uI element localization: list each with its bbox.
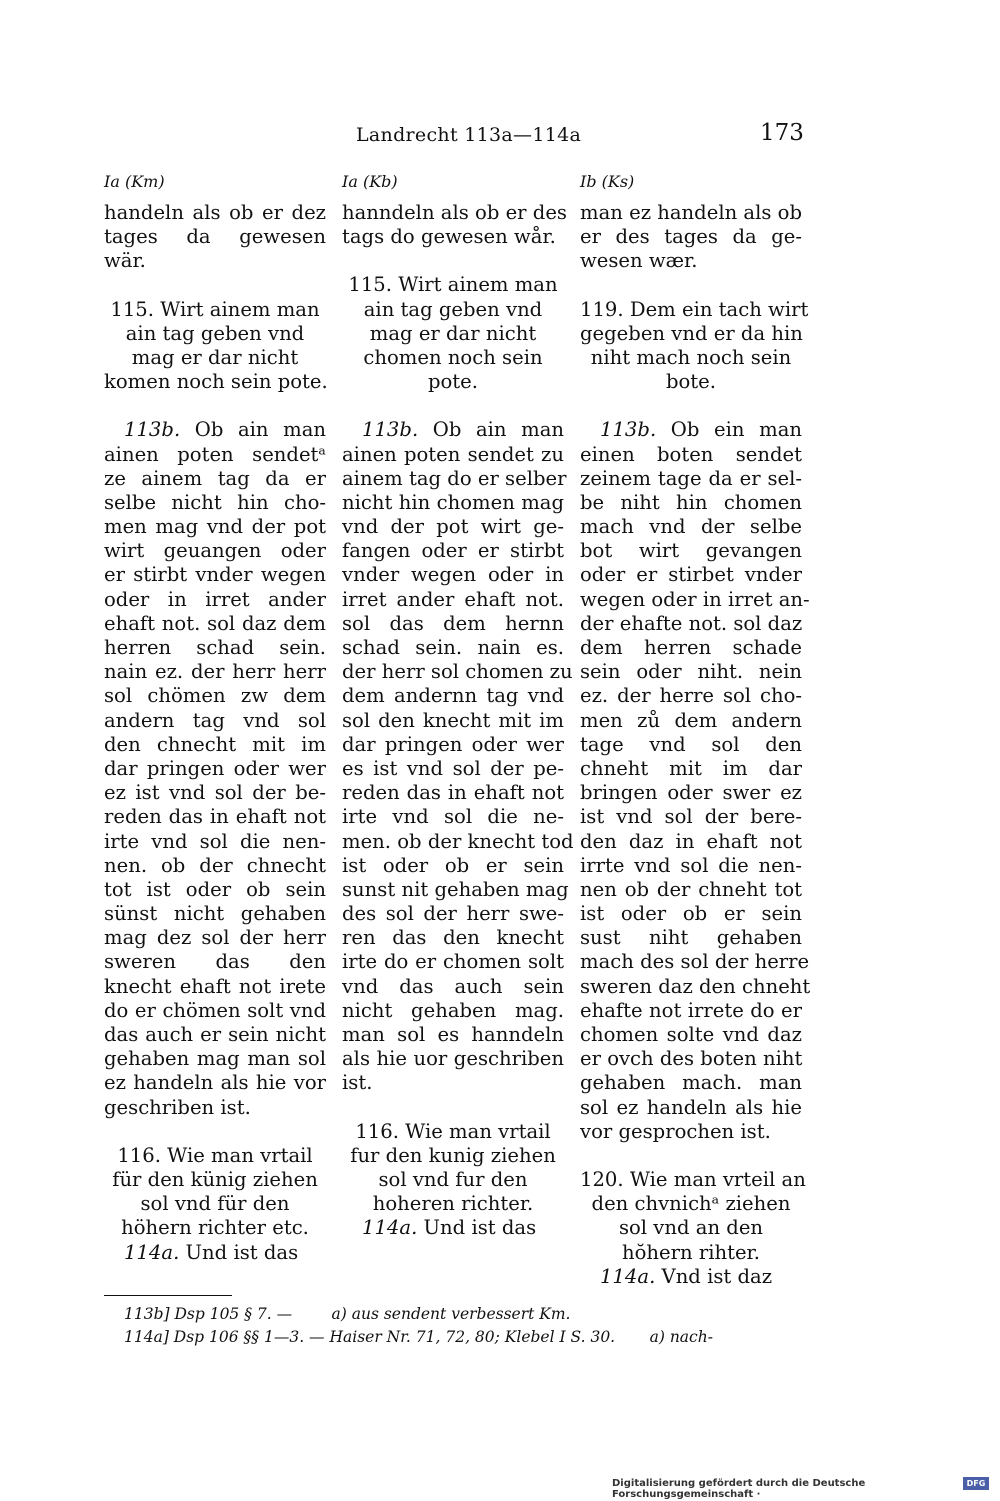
line-text: Und ist das	[417, 1216, 537, 1240]
line-text: der herr sol chomen zu	[342, 660, 573, 684]
text-line	[580, 757, 802, 781]
line-text: vnd der pot wirt ge-	[342, 515, 564, 539]
text-line	[342, 201, 567, 225]
line-text: vnder wegen oder in	[342, 563, 564, 587]
line-text: sweren daz den chneht	[580, 974, 811, 998]
text-line	[104, 926, 326, 950]
line-text: ainen poten sendetᵃ	[104, 442, 326, 466]
section-heading-line	[104, 1192, 326, 1216]
text-line	[104, 902, 326, 926]
line-text: man ez handeln als ob	[580, 201, 802, 224]
page-number: 173	[760, 120, 804, 146]
line-text: ze ainem tag da er	[104, 466, 326, 490]
paragraph-gap	[342, 394, 564, 418]
line-text: sol vnd fur den	[378, 1167, 528, 1191]
text-line	[342, 660, 573, 684]
text-line	[342, 1023, 564, 1047]
line-text: vnd das auch sein	[342, 974, 564, 998]
text-line	[342, 1216, 564, 1240]
line-text: sol vnd an den	[618, 1216, 764, 1240]
line-text: dem andernn tag vnd	[342, 684, 564, 708]
line-text: mag er dar nicht	[131, 345, 299, 369]
text-line	[580, 902, 802, 926]
line-text: hoheren richter.	[372, 1192, 534, 1216]
text-line	[342, 466, 567, 491]
section-label: 113b.	[600, 418, 657, 442]
line-text: der ehafte not. sol daz	[580, 611, 803, 635]
line-text: bot wirt gevangen	[580, 539, 802, 563]
line-text: dar pringen oder wer	[104, 756, 326, 780]
section-heading-line	[580, 1192, 802, 1216]
line-text: tage vnd sol den	[580, 732, 802, 756]
line-text: be niht hin chomen	[580, 490, 802, 514]
section-heading-line	[104, 1144, 326, 1168]
line-text: Ob ein man	[656, 418, 802, 442]
column-siglum: Ia (Km)	[104, 172, 165, 191]
text-line	[104, 781, 326, 805]
line-text: nain ez. der herr herr	[104, 660, 326, 684]
line-text: mach vnd der selbe	[580, 515, 802, 539]
section-heading-line	[342, 1144, 564, 1168]
text-line	[580, 950, 810, 974]
text-line	[104, 467, 326, 491]
line-text: herren schad sein.	[104, 636, 326, 659]
text-line	[580, 1096, 802, 1120]
paragraph-gap	[580, 394, 802, 418]
line-text: oder in irret ander	[104, 587, 326, 611]
line-text: Vnd ist daz	[655, 1264, 773, 1288]
text-line	[580, 830, 802, 854]
line-text: gehaben mach. man	[580, 1071, 802, 1095]
line-text: chneht mit im dar	[580, 756, 802, 780]
line-text: handeln als ob er dez	[104, 201, 326, 224]
line-text: nen. ob der chnecht	[104, 853, 326, 877]
line-text: men zů dem andern	[580, 708, 802, 732]
text-line	[580, 974, 811, 999]
text-line	[580, 539, 802, 563]
digitization-credit: Digitalisierung gefördert durch die Deutsche Forschungsgemeinschaft ·	[612, 1478, 866, 1500]
paragraph-gap	[342, 1096, 564, 1120]
section-heading-line	[342, 298, 564, 322]
line-text: nen ob der chneht tot	[580, 877, 802, 901]
text-line	[342, 926, 564, 950]
line-text: geschriben ist.	[104, 1095, 251, 1119]
line-text: 116. Wie man vrtail	[117, 1143, 313, 1167]
footnote: 113b] Dsp 105 § 7. — a) aus sendent verbessert Km.	[124, 1305, 571, 1323]
line-text: tags do gewesen wår.	[342, 225, 556, 249]
section-heading-line	[342, 273, 564, 297]
line-text: wegen oder in irret an-	[580, 587, 810, 611]
line-text: vor gesprochen ist.	[580, 1119, 771, 1143]
dfg-logo: DFG	[963, 1477, 989, 1490]
line-text: 115. Wirt ainem man	[348, 273, 558, 297]
paragraph-gap	[580, 1144, 802, 1168]
text-line	[342, 684, 564, 708]
text-line	[580, 225, 802, 249]
paragraph-gap	[580, 274, 802, 298]
line-text: selbe nicht hin cho-	[104, 490, 326, 514]
text-line	[580, 467, 802, 491]
text-line	[580, 515, 802, 539]
line-text: nicht hin chomen mag	[342, 490, 564, 514]
line-text: reden das in ehaft not	[342, 781, 564, 805]
text-line	[580, 1071, 802, 1095]
section-heading-line	[342, 1192, 564, 1216]
text-line	[342, 805, 564, 829]
line-text: pote.	[427, 370, 479, 394]
line-text: 119. Dem ein tach wirt	[580, 297, 809, 321]
section-heading-line	[342, 370, 564, 394]
section-heading-line	[342, 1168, 564, 1192]
line-text: knecht ehaft not irete	[104, 974, 326, 998]
text-line	[342, 902, 564, 926]
text-line	[104, 491, 326, 515]
text-line	[104, 733, 326, 757]
text-line	[342, 975, 564, 999]
text-line	[342, 1047, 564, 1071]
line-text: oder er stirbet vnder	[580, 563, 802, 587]
running-title: Landrecht 113a—114a	[356, 124, 582, 146]
line-text: einen boten sendet	[580, 442, 802, 466]
line-text: chomen solte vnd daz	[580, 1023, 802, 1046]
section-label: 114a.	[362, 1216, 418, 1240]
text-line	[342, 588, 564, 612]
line-text: das auch er sein nicht	[104, 1023, 326, 1046]
section-label: 114a.	[600, 1264, 656, 1288]
text-line	[104, 805, 326, 829]
line-text: hanndeln als ob er des	[342, 201, 567, 224]
text-line	[104, 443, 326, 467]
line-text: den chnecht mit im	[104, 732, 326, 756]
section-label: 114a.	[124, 1240, 180, 1264]
line-text: sol das dem hernn	[342, 611, 564, 635]
line-text: dar pringen oder wer	[342, 732, 564, 756]
line-text: ain tag geben vnd	[363, 297, 543, 321]
line-text: schad sein. nain es.	[342, 636, 564, 659]
text-line	[342, 539, 564, 563]
text-line	[580, 1047, 802, 1071]
line-text: den chvnichᵃ ziehen	[591, 1192, 791, 1216]
line-text: sol vnd für den	[140, 1192, 290, 1216]
line-text: komen noch sein pote.	[104, 370, 328, 394]
text-line	[342, 225, 564, 249]
line-text: sweren das den	[104, 950, 326, 974]
text-line	[342, 999, 564, 1023]
line-text: 116. Wie man vrtail	[355, 1119, 551, 1143]
line-text: ehafte not irrete do er	[580, 998, 802, 1022]
line-text: ez ist vnd sol der be-	[104, 781, 326, 805]
text-line	[342, 854, 564, 878]
text-line	[342, 443, 564, 467]
text-line	[580, 660, 802, 684]
line-text: ez handeln als hie vor	[104, 1071, 326, 1095]
section-heading-line	[104, 346, 326, 370]
line-text: tages da gewesen	[104, 225, 326, 249]
line-text: ainen poten sendet zu	[342, 442, 564, 466]
text-line	[104, 757, 326, 781]
section-heading-line	[342, 1120, 564, 1144]
section-heading-line	[342, 346, 564, 370]
line-text: mag dez sol der herr	[104, 926, 326, 950]
line-text: bringen oder swer ez	[580, 781, 802, 805]
line-text: 115. Wirt ainem man	[110, 297, 320, 321]
text-line	[104, 1047, 326, 1071]
text-line	[104, 1023, 326, 1047]
line-text: 120. Wie man vrteil an	[580, 1167, 806, 1191]
text-line	[342, 636, 564, 660]
line-text: ain tag geben vnd	[125, 321, 305, 345]
text-line	[342, 418, 564, 442]
text-line	[580, 201, 802, 225]
text-line	[104, 515, 326, 539]
text-line	[104, 709, 326, 733]
text-line	[104, 878, 326, 902]
text-line	[104, 830, 326, 854]
line-text: ez. der herre sol cho-	[580, 684, 802, 708]
text-line	[104, 225, 326, 249]
text-line	[104, 1071, 326, 1095]
line-text: gehaben mag man sol	[104, 1047, 326, 1071]
line-text: wesen wær.	[580, 249, 698, 273]
line-text: niht mach noch sein	[590, 345, 792, 369]
line-text: irte vnd sol die ne-	[342, 805, 564, 829]
line-text: er ovch des boten niht	[580, 1047, 803, 1071]
section-heading-line	[104, 298, 326, 322]
text-line	[342, 950, 564, 974]
line-text: tot ist oder ob sein	[104, 877, 326, 901]
line-text: Ob ain man	[180, 418, 326, 442]
column-siglum: Ia (Kb)	[342, 172, 398, 191]
section-label: 113b.	[362, 418, 419, 442]
line-text: fur den kunig ziehen	[350, 1143, 556, 1167]
text-line	[580, 709, 802, 733]
section-heading-line	[342, 322, 564, 346]
text-line	[104, 418, 326, 442]
text-line	[342, 877, 569, 902]
line-text: gegeben vnd er da hin	[580, 321, 803, 345]
line-text: irret ander ehaft not.	[342, 587, 564, 611]
line-text: ist vnd sol der bere-	[580, 805, 802, 829]
line-text: für den künig ziehen	[112, 1167, 318, 1191]
text-line	[580, 636, 802, 660]
line-text: ren das den knecht	[342, 926, 564, 950]
section-heading-line	[580, 322, 802, 346]
text-line	[580, 854, 802, 878]
line-text: mach des sol der herre	[580, 950, 810, 974]
section-heading-line	[580, 1216, 802, 1240]
line-text: sol den knecht mit im	[342, 708, 564, 732]
section-heading-line	[580, 1241, 802, 1265]
text-line	[580, 418, 802, 442]
line-text: irte do er chomen solt	[342, 950, 564, 974]
line-text: ainem tag do er selber	[342, 466, 567, 490]
text-line	[342, 757, 564, 781]
text-line	[104, 1241, 326, 1265]
line-text: Ob ain man	[418, 418, 564, 442]
section-heading-line	[580, 297, 809, 322]
text-line	[104, 660, 326, 684]
text-line	[104, 636, 326, 660]
section-heading-line	[580, 346, 802, 370]
line-text: nicht gehaben mag.	[342, 998, 564, 1022]
text-line	[342, 733, 564, 757]
text-line	[342, 563, 564, 587]
line-text: reden das in ehaft not	[104, 805, 326, 829]
line-text: er des tages da ge-	[580, 225, 802, 249]
line-text: den daz in ehaft not	[580, 829, 802, 853]
text-line	[580, 999, 802, 1023]
line-text: sein oder niht. nein	[580, 660, 802, 684]
line-text: irrte vnd sol die nen-	[580, 853, 802, 877]
line-text: mag er dar nicht	[369, 321, 537, 345]
text-line	[580, 443, 802, 467]
line-text: men. ob der knecht tod	[342, 829, 574, 853]
line-text: wirt geuangen oder	[104, 539, 326, 563]
text-line	[342, 781, 564, 805]
line-text: sust niht gehaben	[580, 926, 802, 950]
text-line	[104, 854, 326, 878]
line-text: als hie uor geschriben	[342, 1047, 564, 1071]
section-heading-line	[580, 1167, 806, 1192]
line-text: sunst nit gehaben mag	[342, 877, 569, 901]
line-text: chomen noch sein	[363, 345, 543, 369]
text-line	[580, 805, 802, 829]
text-column-km	[104, 201, 326, 1265]
text-line	[342, 1071, 564, 1095]
line-text: Und ist das	[179, 1240, 299, 1264]
text-line	[580, 733, 802, 757]
text-line	[580, 249, 802, 273]
section-heading-line	[580, 370, 802, 394]
line-text: man sol es hanndeln	[342, 1023, 564, 1046]
text-line	[580, 587, 810, 612]
line-text: wär.	[104, 249, 146, 273]
text-line	[580, 612, 802, 636]
text-line	[342, 612, 564, 636]
text-line	[580, 878, 802, 902]
text-line	[104, 539, 326, 563]
text-line	[104, 249, 326, 273]
footnote: 114a] Dsp 106 §§ 1—3. — Haiser Nr. 71, 72, 80; Klebel I S. 30. a) nach-	[124, 1328, 713, 1346]
text-line	[104, 1096, 326, 1120]
text-line	[104, 201, 326, 225]
line-text: es ist vnd sol der pe-	[342, 756, 564, 780]
line-text: andern tag vnd sol	[104, 708, 326, 732]
text-line	[580, 684, 802, 708]
text-column-kb	[342, 201, 574, 1241]
line-text: höhern richter etc.	[121, 1216, 309, 1240]
footnote-rule	[104, 1295, 232, 1296]
line-text: ehaft not. sol daz dem	[104, 611, 326, 635]
text-line	[104, 684, 326, 708]
line-text: sol chömen zw dem	[104, 684, 326, 708]
line-text: hŏhern rihter.	[621, 1240, 760, 1264]
text-line	[580, 1265, 802, 1289]
text-line	[580, 781, 802, 805]
section-heading-line	[104, 1216, 326, 1240]
text-line	[104, 975, 326, 999]
paragraph-gap	[104, 274, 326, 298]
paragraph-gap	[342, 249, 564, 273]
line-text: sol ez handeln als hie	[580, 1095, 802, 1119]
text-line	[342, 491, 564, 515]
line-text: ist oder ob er sein	[342, 853, 564, 877]
text-line	[104, 612, 326, 636]
line-text: ist.	[342, 1071, 373, 1095]
line-text: des sol der herr swe-	[342, 902, 564, 926]
line-text: sünst nicht gehaben	[104, 902, 326, 926]
text-line	[342, 709, 564, 733]
text-line	[342, 515, 564, 539]
line-text: zeinem tage da er sel-	[580, 466, 802, 490]
text-line	[342, 829, 574, 854]
line-text: ist oder ob er sein	[580, 902, 802, 926]
text-line	[580, 1120, 802, 1144]
paragraph-gap	[104, 1120, 326, 1144]
section-heading-line	[104, 322, 326, 346]
section-label: 113b.	[124, 418, 181, 442]
line-text: dem herren schade	[580, 636, 802, 659]
text-line	[104, 999, 326, 1023]
text-line	[580, 563, 802, 587]
text-line	[580, 1023, 802, 1047]
text-line	[104, 950, 326, 974]
section-heading-line	[104, 370, 326, 394]
text-line	[580, 491, 802, 515]
line-text: fangen oder er stirbt	[342, 539, 564, 563]
line-text: bote.	[665, 370, 717, 394]
text-column-ks	[580, 201, 811, 1289]
column-siglum: Ib (Ks)	[580, 172, 635, 191]
paragraph-gap	[104, 394, 326, 418]
section-heading-line	[104, 1168, 326, 1192]
text-line	[104, 563, 326, 587]
line-text: men mag vnd der pot	[104, 515, 326, 539]
line-text: er stirbt vnder wegen	[104, 563, 326, 587]
line-text: irte vnd sol die nen-	[104, 829, 326, 853]
text-line	[104, 588, 326, 612]
text-line	[580, 926, 802, 950]
line-text: do er chömen solt vnd	[104, 998, 326, 1022]
